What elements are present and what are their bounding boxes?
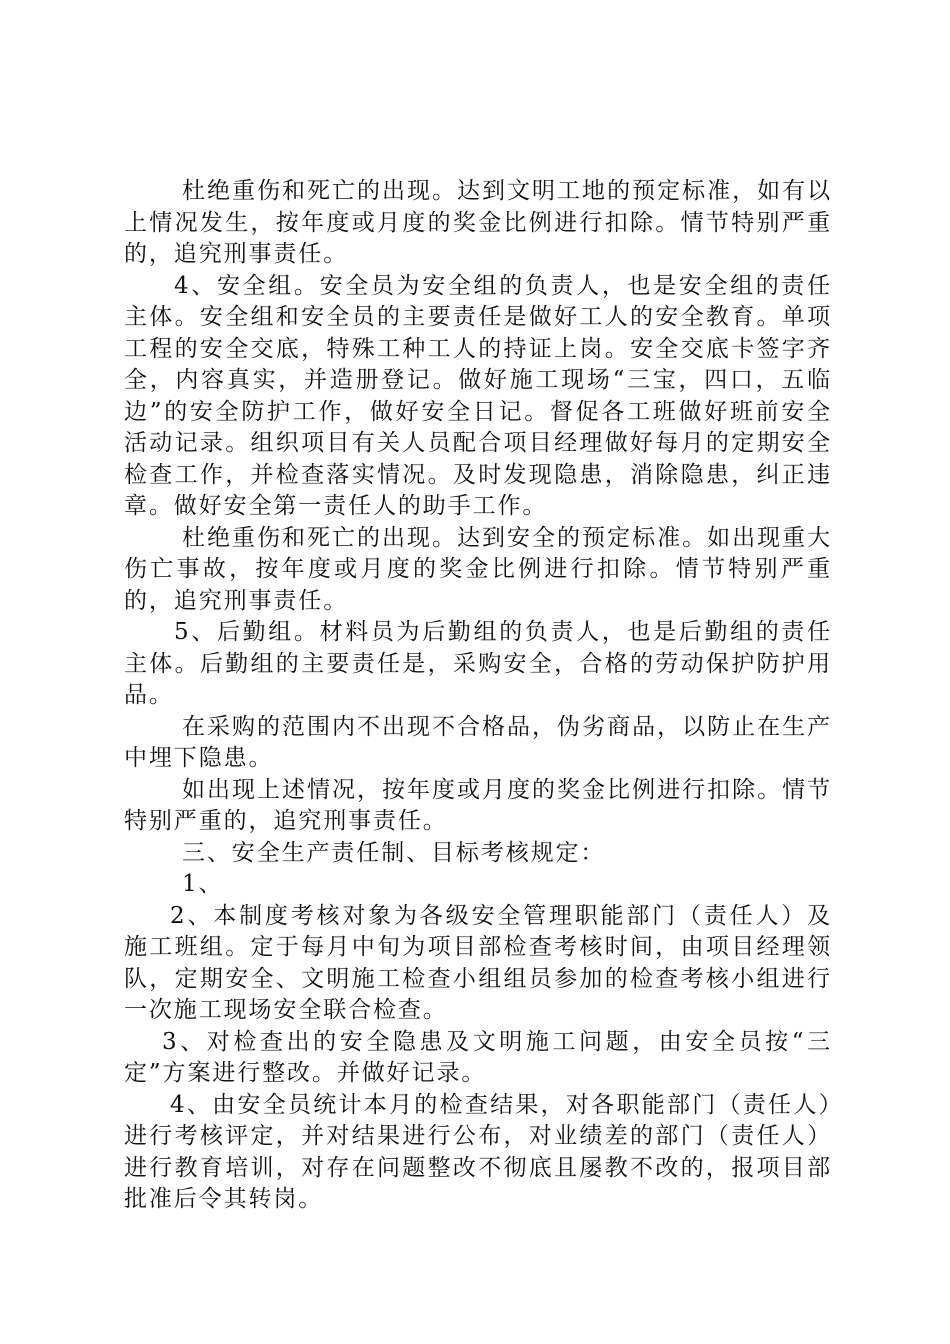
list-item-2: 2、本制度考核对象为各级安全管理职能部门（责任人）及施工班组。定于每月中旬为项目部检查考核时间，由项目经理领队，定期安全、文明施工检查小组组员参加的检查考核小组进行一次施工现场安全联合检查。 (124, 902, 832, 1023)
paragraph-procurement: 在采购的范围内不出现不合格品，伪劣商品，以防止在生产中埋下隐患。 (124, 713, 832, 771)
paragraph-civilized-site-penalty: 杜绝重伤和死亡的出现。达到文明工地的预定标准，如有以上情况发生，按年度或月度的奖金比例进行扣除。情节特别严重的，追究刑事责任。 (124, 178, 832, 267)
section-heading-assessment: 三、安全生产责任制、目标考核规定： (182, 839, 606, 866)
paragraph-safety-group: 4、安全组。安全员为安全组的负责人，也是安全组的责任主体。安全组和安全员的主要责任是做好工人的安全教育。单项工程的安全交底，特殊工种工人的持证上岗。安全交底卡签字齐全，内容真实，并造册登记。做好施工现场“三宝，四口，五临边”的安全防护工作，做好安全日记。督促各工班做好班前安全活动记录。组织项目有关人员配合项目经理做好每月的定期安全检查工作，并检查落实情况。及时发现隐患，消除隐患，纠正违章。做好安全第一责任人的助手工作。 (124, 272, 832, 519)
paragraph-logistics-group: 5、后勤组。材料员为后勤组的负责人，也是后勤组的责任主体。后勤组的主要责任是，采购安全，合格的劳动保护防护用品。 (124, 619, 832, 708)
list-item-3: 3、对检查出的安全隐患及文明施工问题，由安全员按“三定”方案进行整改。并做好记录。 (124, 1028, 832, 1086)
list-item-1: 1、 (182, 871, 224, 897)
paragraph-safety-penalty: 杜绝重伤和死亡的出现。达到安全的预定标准。如出现重大伤亡事故，按年度或月度的奖金比例进行扣除。情节特别严重的，追究刑事责任。 (124, 524, 832, 614)
list-item-4: 4、由安全员统计本月的检查结果，对各职能部门（责任人）进行考核评定，并对结果进行公布，对业绩差的部门（责任人）进行教育培训，对存在问题整改不彻底且屡教不改的，报项目部批准后令其转岗。 (124, 1091, 832, 1212)
document-body (124, 176, 832, 1216)
paragraph-logistics-penalty: 如出现上述情况，按年度或月度的奖金比例进行扣除。情节特别严重的，追究刑事责任。 (124, 776, 832, 834)
